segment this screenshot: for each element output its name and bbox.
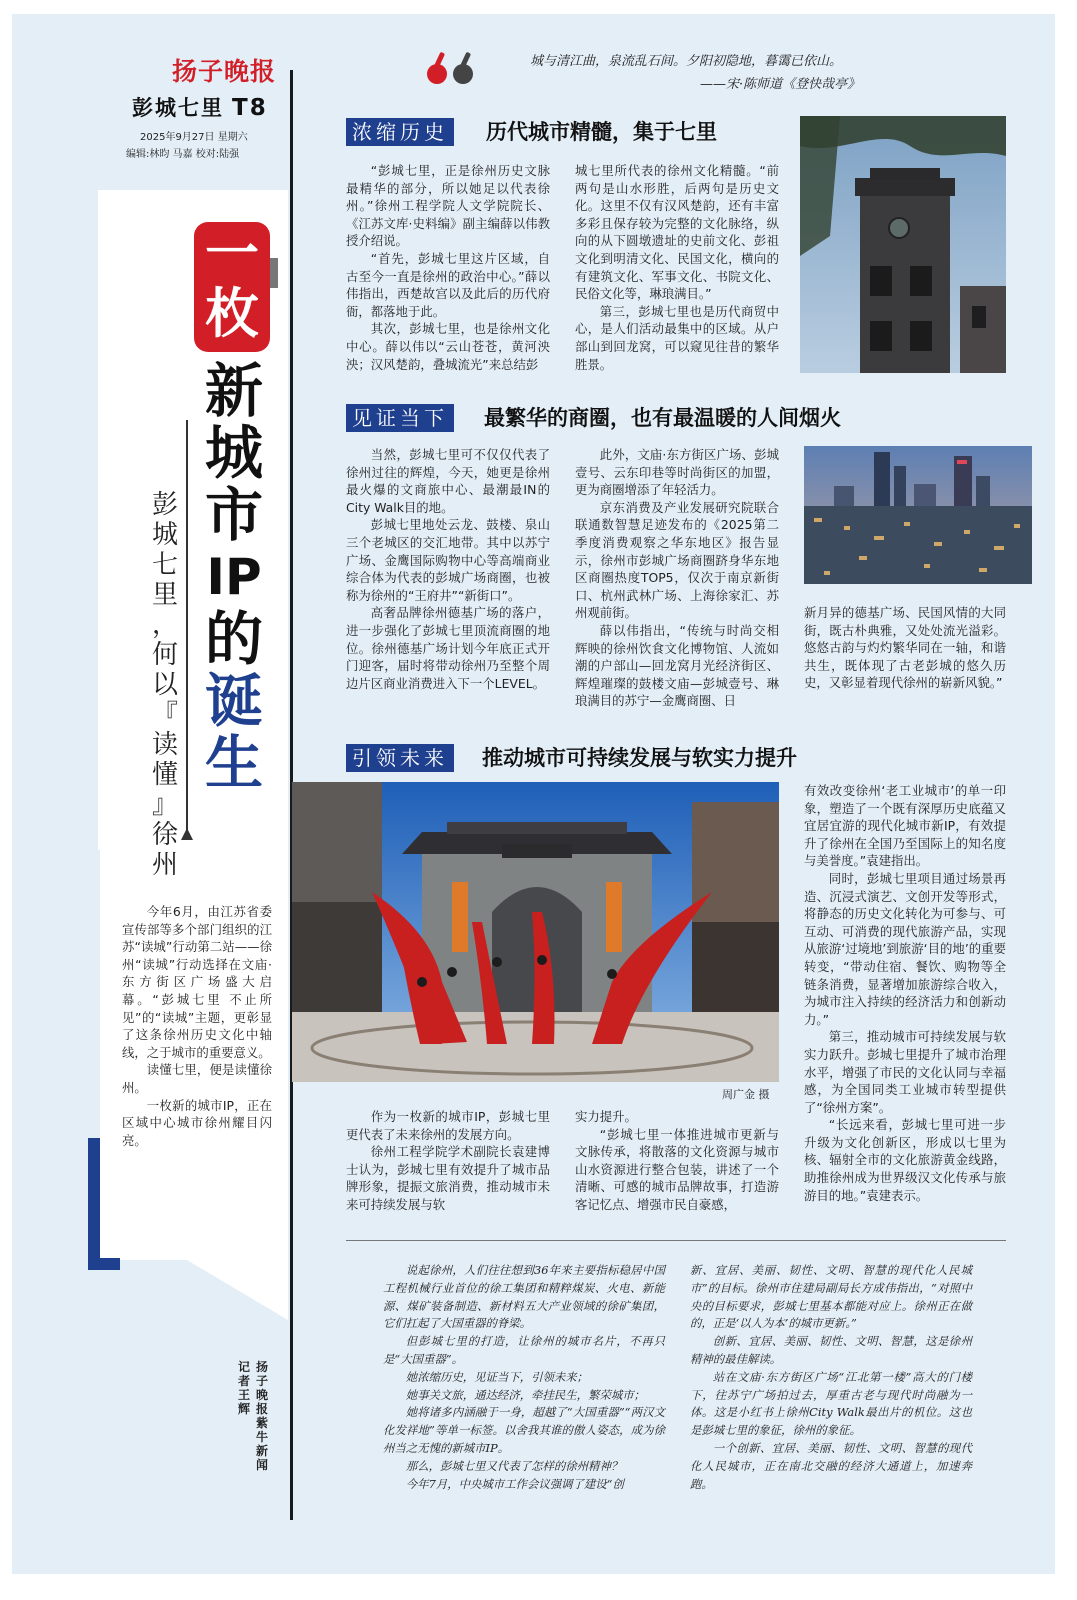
paragraph: 说起徐州，人们往往想到36年来主要指标稳居中国工程机械行业首位的徐工集团和精粹煤炭、火电、新能源、煤矿装备制造、新材料五大产业领域的徐矿集团，它们扛起了大国重器的脊梁。 (383, 1263, 665, 1331)
byline-org (254, 1360, 270, 1472)
subtitle-char: 读 (151, 730, 178, 760)
headline-char: 市 (204, 481, 263, 549)
headline-char: 生 (204, 729, 263, 797)
subtitle-char: 懂 (151, 760, 178, 790)
paragraph: “彭城七里一体推进城市更新与文脉传承，将散落的文化资源与城市山水资源进行整合包装，讲述了一个清晰、可感的城市品牌故事，打造游客记忆点、增强市民自豪感， (575, 1126, 779, 1212)
paragraph: 但彭城七里的打造，让徐州的城市名片，不再只是“大国重器”。 (383, 1334, 665, 1366)
article-column (804, 604, 1006, 692)
dance-performance-photo (292, 782, 779, 1082)
section-tag: 浓缩历史 (346, 118, 454, 146)
lead-paragraph: 一枚新的城市IP，正在区域中心城市徐州耀目闪亮。 (122, 1097, 272, 1148)
subtitle-char: 『 (151, 700, 178, 730)
paragraph: 此外，文庙·东方街区广场、彭城壹号、云东印巷等时尚街区的加盟，更为商圈增添了年轻活力。 (575, 447, 779, 498)
paragraph: 京东消费及产业发展研究院联合联通数智慧足迹发布的《2025第二季度消费观察之华东地区》报告显示，徐州市彭城广场商圈跻身华东地区商圈热度TOP5，仅次于南京新街口、杭州武林广场、上海徐家汇、苏州观前街。 (575, 499, 779, 621)
byline-char: 记 (237, 1360, 250, 1374)
commentary-column (383, 1262, 665, 1493)
headline-char: 诞 (204, 667, 263, 735)
subtitle-char: 彭 (151, 490, 178, 520)
section-header (132, 92, 268, 122)
headline (196, 357, 272, 797)
section-title: 最繁华的商圈，也有最温暖的人间烟火 (484, 405, 841, 430)
poem-source: ——宋·陈师道《登快哉亭》 (700, 77, 861, 92)
paragraph: 那么，彭城七里又代表了怎样的徐州精神？ (405, 1458, 623, 1473)
paragraph: 一个创新、宜居、美丽、韧性、文明、智慧的现代化人民城市，正在南北交融的经济大通道上，加速奔跑。 (690, 1440, 972, 1491)
subtitle-char: 以 (151, 670, 178, 700)
headline-char: 的 (204, 605, 263, 673)
paragraph: 她事关文旅，通达经济，牵挂民生，繁荣城市； (405, 1387, 646, 1402)
byline-char: 扬 (255, 1360, 268, 1374)
paragraph: 彭城七里地处云龙、鼓楼、泉山三个老城区的交汇地带。其中以苏宁广场、金鹰国际购物中心等高端商业综合体为代表的彭城广场商圈，也被称为徐州的“王府井”“新街口”。 (346, 517, 550, 603)
article-column (346, 162, 550, 373)
subtitle-char: ， (151, 610, 178, 640)
subtitle-char: 徐 (151, 820, 178, 850)
arrow-icon (181, 828, 193, 840)
byline-char: 子 (255, 1374, 268, 1388)
paragraph: 今年7月，中央城市工作会议强调了建设“创 (405, 1476, 624, 1491)
paragraph: “彭城七里，正是徐州历史文脉最精华的部分，所以她足以代表徐州。”徐州工程学院人文学院院长、《江苏文库·史料编》副主编薛以伟教授介绍说。 (346, 163, 550, 249)
section-heading-1 (346, 118, 766, 146)
byline-reporter (236, 1360, 252, 1416)
city-skyline-photo (804, 446, 1032, 584)
headline-subtitle (148, 490, 182, 880)
editor-credits: 编辑:林昀 马嘉 校对:陆强 (126, 149, 240, 160)
article-column (346, 446, 550, 692)
issue-date: 2025年9月27日 星期六 (140, 132, 248, 143)
section-divider (346, 1240, 1006, 1241)
section-heading-2 (346, 404, 906, 432)
byline-char: 辉 (237, 1402, 250, 1416)
article-column (804, 782, 1006, 1204)
clock-tower-photo (800, 116, 1006, 373)
subtitle-char: 何 (151, 640, 178, 670)
section-name: 彭城七里 (132, 96, 224, 120)
paragraph: 有效改变徐州‘老工业城市’的单一印象，塑造了一个既有深厚历史底蕴又宜居宜游的现代化城市新IP，有效提升了徐州在全国乃至国际上的知名度与美誉度。”袁建指出。 (804, 783, 1006, 869)
section-tag: 引领未来 (346, 744, 454, 772)
paper-logo: 扬子晚报 (172, 57, 277, 86)
quote-mark-icon (427, 50, 487, 90)
article-column (575, 1108, 779, 1214)
subtitle-char: 城 (151, 520, 178, 550)
article-column (575, 162, 779, 373)
paragraph: 作为一枚新的城市IP，彭城七里更代表了未来徐州的发展方向。 (346, 1109, 550, 1142)
poem-quote: 城与清江曲，泉流乱石间。夕阳初隐地，暮霭已依山。 (530, 54, 843, 69)
paragraph: 新、宜居、美丽、韧性、文明、智慧的现代化人民城市”的目标。徐州市住建局副局长方成伟指出，“对照中央的目标要求，彭城七里基本都能对应上。徐州正在做的，正是‘以人为本’的城市更新。” (690, 1263, 972, 1331)
paragraph: 同时，彭城七里项目通过场景再造、沉浸式演艺、文创开发等形式，将静态的历史文化转化为可参与、可互动、可消费的现代旅游产品，实现从旅游‘过境地’到旅游‘目的地’的重要转变，“带动住宿、餐饮、购物等全链条消费，显著增加旅游综合收入，为城市注入持续的经济活力和创新动力。” (804, 870, 1006, 1027)
paragraph: “首先，彭城七里这片区域，自古至今一直是徐州的政治中心。”薛以伟指出，西楚故宫以及此后的历代府衙，都落地于此。 (346, 250, 550, 319)
subtitle-char: 』 (151, 790, 178, 820)
paragraph: 徐州工程学院学术副院长袁建博士认为，彭城七里有效提升了城市品牌形象，提振文旅消费，推动城市未来可持续发展与软 (346, 1144, 550, 1212)
subtitle-char: 州 (151, 850, 178, 880)
page-number: T8 (232, 95, 268, 121)
byline-char: 报 (255, 1402, 268, 1416)
paragraph: 第三，推动城市可持续发展与软实力跃升。彭城七里提升了城市治理水平，增强了市民的文化认同与幸福感，为全国同类工业城市转型提供了“徐州方案”。 (804, 1029, 1006, 1115)
section-title: 历代城市精髓，集于七里 (486, 119, 717, 144)
lead-paragraph: 读懂七里，便是读懂徐州。 (122, 1062, 272, 1095)
byline-char: 晚 (255, 1388, 268, 1402)
article-column (575, 446, 779, 710)
paragraph: “长远来看，彭城七里可进一步升级为文化创新区，形成以七里为核、辐射全市的文化旅游黄金线路，助推徐州成为世界级汉文化传承与旅游目的地。”袁建表示。 (804, 1117, 1006, 1203)
paragraph: 她浓缩历史，见证当下，引领未来； (405, 1369, 589, 1384)
photo-credit: 周广金 摄 (722, 1088, 770, 1101)
byline-char: 牛 (255, 1430, 268, 1444)
paragraph: 当然，彭城七里可不仅仅代表了徐州过往的辉煌，今天，她更是徐州最火爆的文商旅中心、最潮最IN的City Walk目的地。 (346, 447, 550, 515)
subtitle-char: 七 (151, 550, 178, 580)
commentary-column (690, 1262, 972, 1493)
section-heading-3 (346, 744, 846, 772)
lead-text (122, 903, 272, 1149)
headline-notch (270, 258, 278, 288)
byline-char: 王 (237, 1388, 250, 1402)
paragraph: 实力提升。 (575, 1109, 637, 1124)
byline-char: 新 (255, 1444, 268, 1458)
paragraph: 站在文庙·东方街区广场“江北第一楼”高大的门楼下，往苏宁广场拍过去，厚重古老与现代时尚融为一体。这是小红书上徐州City Walk最出片的机位。这也是彭城七里的象征，徐州的象征。 (690, 1369, 972, 1438)
paragraph: 第三，彭城七里也是历代商贸中心，是人们活动最集中的区域。从户部山到回龙窝，可以窥见往昔的繁华胜景。 (575, 303, 779, 372)
section-title: 推动城市可持续发展与软实力提升 (482, 745, 797, 770)
headline-char: 一 (205, 222, 259, 285)
byline-char: 者 (237, 1374, 250, 1388)
paragraph: 高奢品牌徐州德基广场的落户，进一步强化了彭城七里顶流商圈的地位。徐州德基广场计划今年底正式开门迎客，届时将带动徐州乃至整个周边片区商业消费进入下一个LEVEL。 (346, 605, 550, 691)
paragraph: 其次，彭城七里，也是徐州文化中心。薛以伟以“云山苍苍，黄河泱泱；汉风楚韵，叠城流光”来总结彭 (346, 321, 550, 372)
section-tag: 见证当下 (346, 404, 454, 432)
paragraph: 新月异的德基广场、民国风情的大同街，既古朴典雅，又处处流光溢彩。悠悠古韵与灼灼繁华同在一轴，和谐共生，既体现了古老彭城的悠久历史，又彰显着现代徐州的崭新风貌。” (804, 605, 1006, 691)
headline-char: 枚 (205, 282, 259, 345)
headline-char: 新 (204, 357, 263, 425)
subtitle-rule (186, 420, 188, 830)
lead-paragraph: 今年6月，由江苏省委宣传部等多个部门组织的江苏“读城”行动第二站——徐州“读城”行动选择在文庙·东方街区广场盛大启幕。“彭城七里 不止所见”的“读城”主题，更彰显了这条徐州历史文化中轴线，之于城市的重要意义。 (122, 904, 272, 1060)
byline-char: 闻 (255, 1458, 268, 1472)
paragraph: 薛以伟指出，“传统与时尚交相辉映的徐州饮食文化博物馆、人流如潮的户部山—回龙窝月光经济街区、辉煌璀璨的鼓楼文庙—彭城壹号、琳琅满目的苏宁—金鹰商圈、日 (575, 622, 779, 709)
blue-corner-decor (88, 1138, 100, 1270)
headline-char: 城 (204, 419, 263, 487)
headline-red-box (194, 222, 270, 352)
paragraph: 城七里所代表的徐州文化精髓。“前两句是山水形胜，后两句是历史文化。这里不仅有汉风楚韵，还有丰富多彩且保存较为完整的文化脉络，纵向的从下圆墩遗址的史前文化、彭祖文化到明清文化、民国文化，横向的有建筑文化、军事文化、书院文化、民俗文化等，琳琅满目。” (575, 163, 779, 302)
subtitle-char: 里 (151, 580, 178, 610)
paragraph: 创新、宜居、美丽、韧性、文明、智慧，这是徐州精神的最佳解读。 (690, 1334, 972, 1366)
blue-corner-decor-2 (88, 1258, 120, 1270)
paragraph: 她将诸多内涵融于一身，超越了“大国重器”“两汉文化发祥地”等单一标签。以舍我其谁的傲人姿态，成为徐州当之无愧的新城市IP。 (383, 1405, 665, 1455)
byline-char: 紫 (255, 1416, 268, 1430)
headline-char: IP (206, 548, 262, 606)
article-column (346, 1108, 550, 1214)
